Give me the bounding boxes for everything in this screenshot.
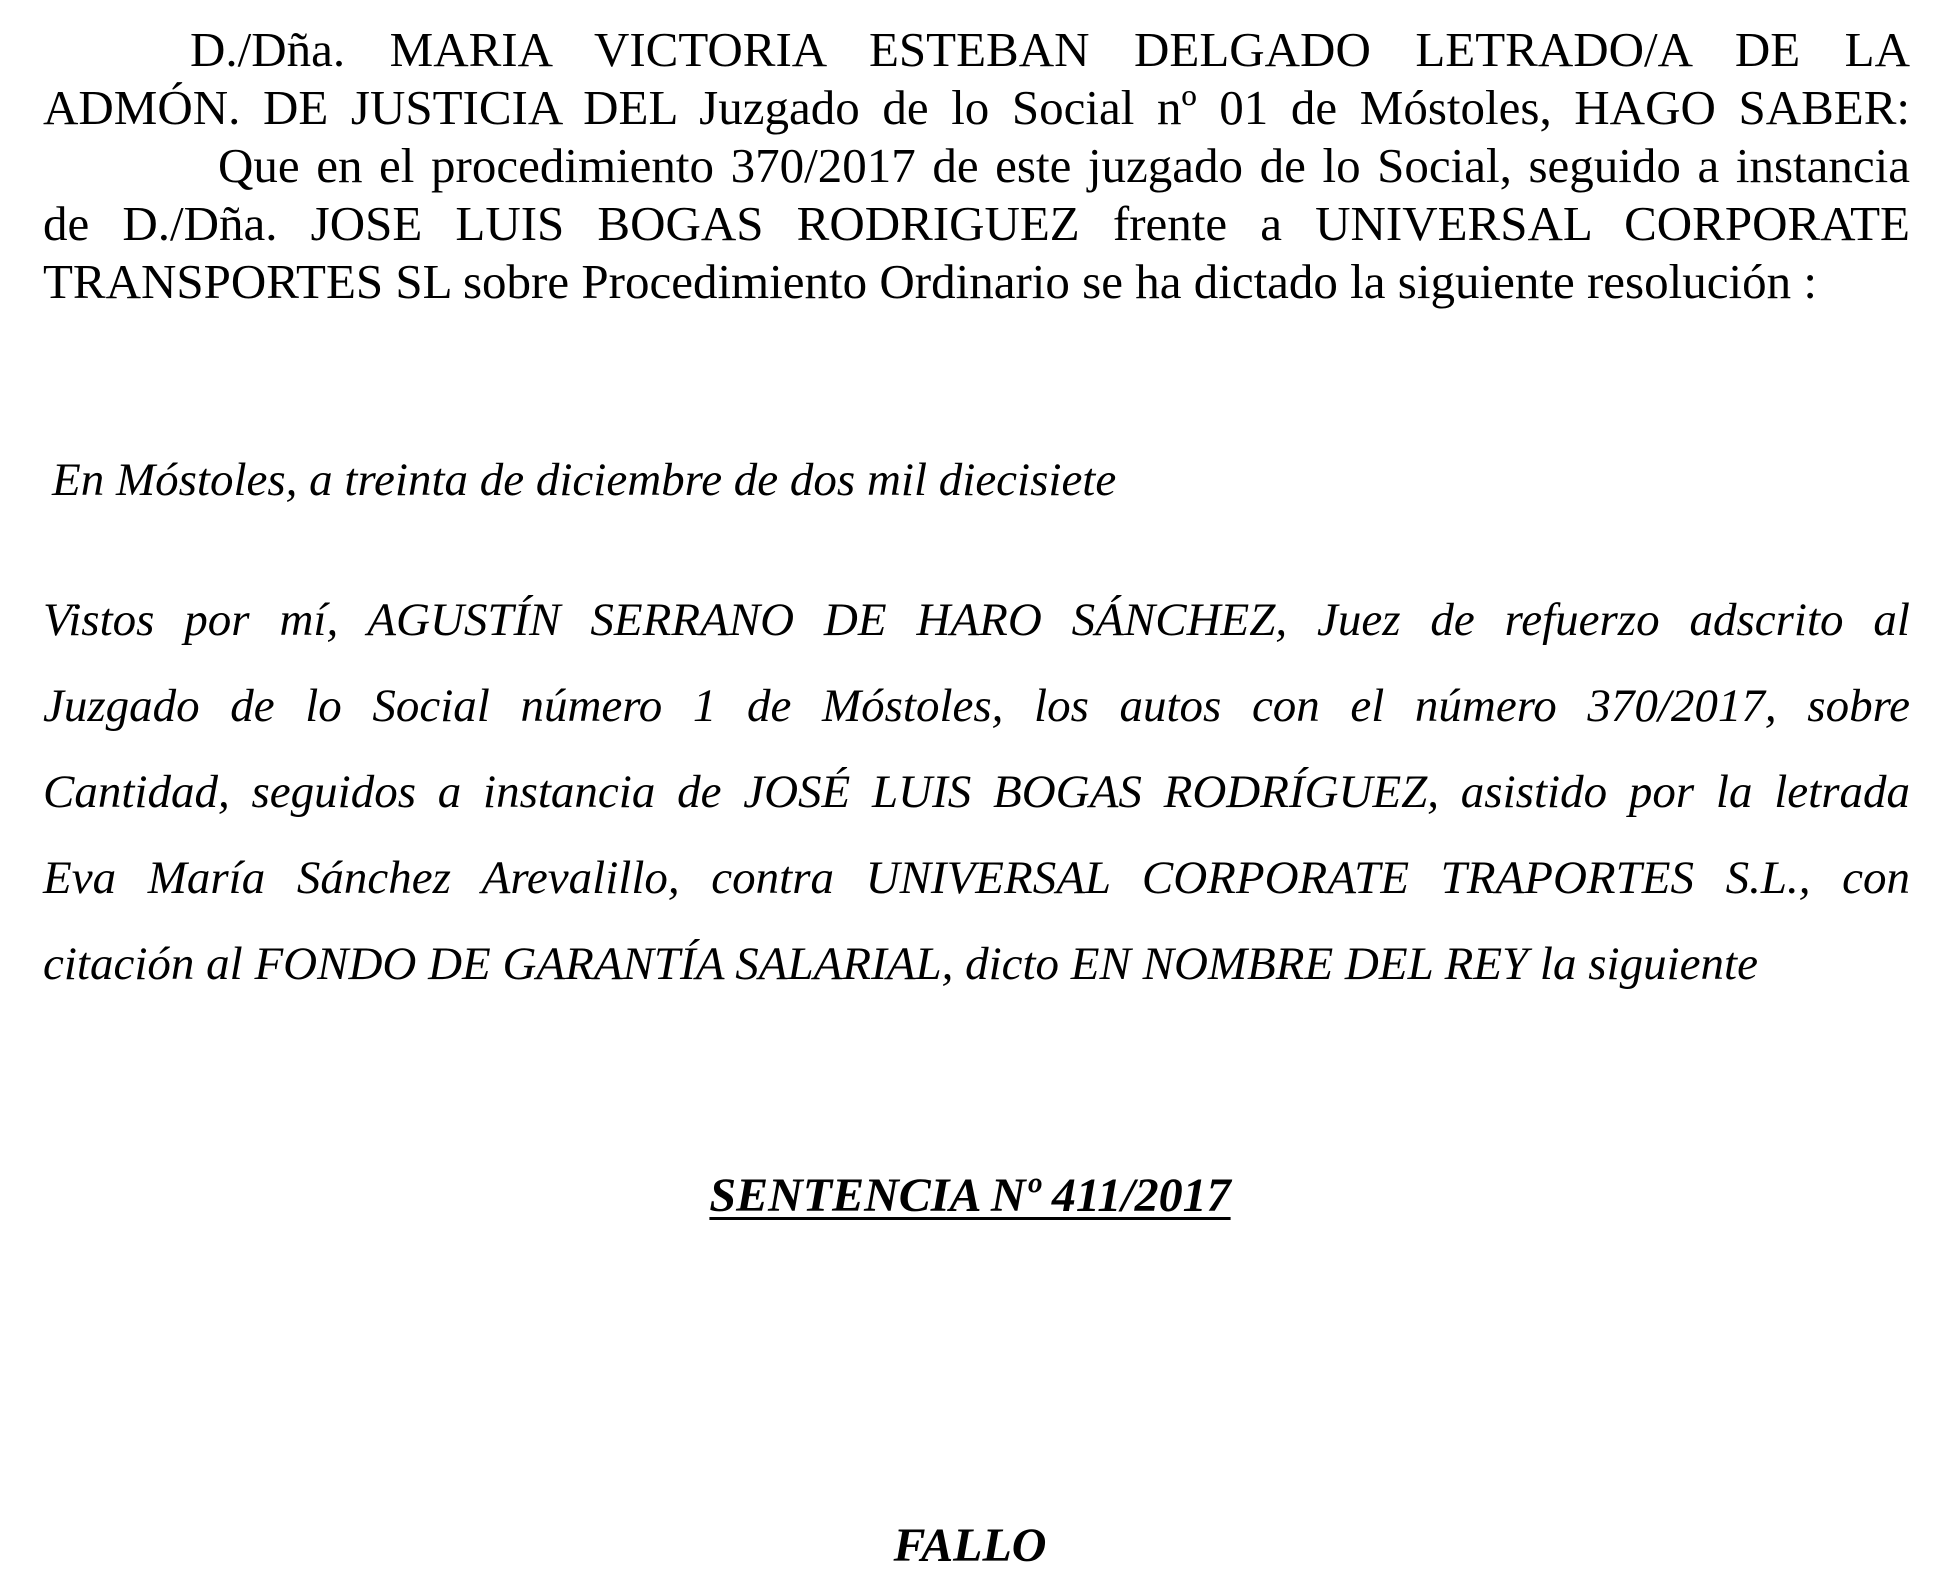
body-line-1: Vistos por mí, AGUSTÍN SERRANO DE HARO SÁNCHEZ, Juez de refuerzo adscrito al <box>43 594 1910 646</box>
sentencia-heading <box>0 1168 1940 1224</box>
header-line-3: Que en el procedimiento 370/2017 de este juzgado de lo Social, seguido a instancia <box>218 138 1910 193</box>
header-line-2: ADMÓN. DE JUSTICIA DEL Juzgado de lo Social nº 01 de Móstoles, HAGO SABER: <box>43 80 1910 135</box>
body-line-4: Eva María Sánchez Arevalillo, contra UNIVERSAL CORPORATE TRAPORTES S.L., con <box>43 852 1910 904</box>
body-line-5: citación al FONDO DE GARANTÍA SALARIAL, dicto EN NOMBRE DEL REY la siguiente <box>43 938 1758 990</box>
body-line-3: Cantidad, seguidos a instancia de JOSÉ LUIS BOGAS RODRÍGUEZ, asistido por la letrada <box>43 766 1910 818</box>
header-line-5: TRANSPORTES SL sobre Procedimiento Ordinario se ha dictado la siguiente resolución : <box>43 254 1817 309</box>
header-line-4: de D./Dña. JOSE LUIS BOGAS RODRIGUEZ frente a UNIVERSAL CORPORATE <box>43 196 1910 251</box>
body-line-2: Juzgado de lo Social número 1 de Móstoles, los autos con el número 370/2017, sobre <box>43 680 1910 732</box>
date-line: En Móstoles, a treinta de diciembre de dos mil diecisiete <box>52 454 1117 506</box>
fallo-heading: FALLO <box>893 1519 1047 1572</box>
sentencia-heading-text: SENTENCIA Nº 411/2017 <box>709 1169 1231 1222</box>
header-line-1: D./Dña. MARIA VICTORIA ESTEBAN DELGADO LETRADO/A DE LA <box>190 22 1910 77</box>
